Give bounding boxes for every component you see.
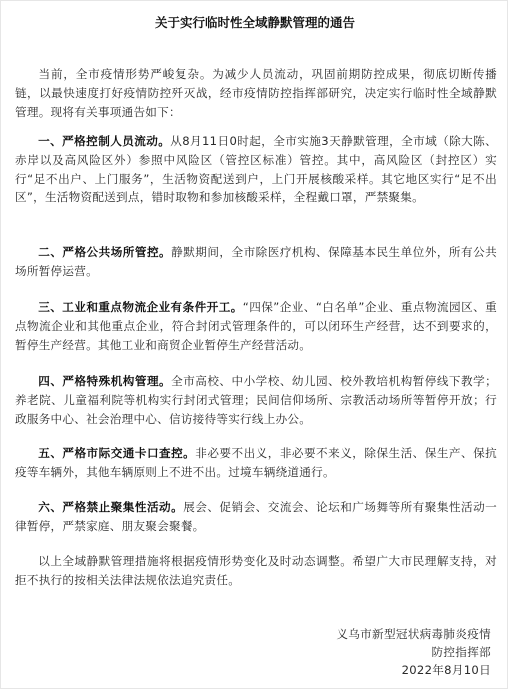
notice-title: 关于实行临时性全域静默管理的通告 <box>154 15 355 30</box>
intro-text: 当前，全市疫情形势严峻复杂。为减少人员流动，巩固前期防控成果，彻底切断传播链，以最快速度打好疫情防控歼灭战，经市疫情防控指挥部研究，决定实行临时性全域静默管理。现将有关事项通告如下： <box>15 67 497 119</box>
section-2 <box>15 243 497 281</box>
closing-text: 以上全域静默管理措施将根据疫情形势变化及时动态调整。希望广大市民理解支持，对拒不执行的按相关法律法规依法追究责任。 <box>15 554 497 587</box>
signature-date: 2022年8月10日 <box>401 663 491 677</box>
signature-organization: 义乌市新型冠状病毒肺炎疫情 <box>336 627 491 641</box>
section-1 <box>15 132 497 207</box>
section-1-heading: 一、严格控制人员流动。 <box>38 134 171 148</box>
section-1-body: 从8月11日0时起，全市实施3天静默管理，全市域（除大陈、赤岸以及高风险区外）参照中风险区（管控区标准）管控。其中，高风险区（封控区）实行“足不出户、上门服务”，生活物资配送到户，上门开展核酸采样。其它地区实行“足不出区”，生活物资配送到点，错时取物和参加核酸采样，全程戴口罩，严禁聚集。 <box>15 134 497 205</box>
section-4-heading: 四、严格特殊机构管理。 <box>38 374 172 388</box>
section-2-body: 静默期间，全市除医疗机构、保障基本民生单位外，所有公共场所暂停运营。 <box>15 245 497 278</box>
section-6-body: 展会、促销会、交流会、论坛和广场舞等所有聚集性活动一律暂停，严禁家庭、朋友聚会聚餐。 <box>15 500 497 533</box>
signature-department: 防控指挥部 <box>431 645 491 659</box>
section-3 <box>15 298 497 354</box>
section-6-heading: 六、严格禁止聚集性活动。 <box>38 500 184 514</box>
section-5 <box>15 444 497 482</box>
section-3-body: “四保”企业、“白名单”企业、重点物流园区、重点物流企业和其他重点企业，符合封闭式管理条件的，可以闭环生产经营，达不到要求的，暂停生产经营。其他工业和商贸企业暂停生产经营活动。 <box>15 300 497 352</box>
section-5-body: 非必要不出义，非必要不来义，除保生活、保生产、保抗疫等车辆外，其他车辆原则上不进不出。过境车辆绕道通行。 <box>15 446 497 479</box>
section-3-heading: 三、工业和重点物流企业有条件开工。 <box>38 300 243 314</box>
section-4 <box>15 372 497 428</box>
section-6 <box>15 498 497 536</box>
section-5-heading: 五、严格市际交通卡口查控。 <box>38 446 196 460</box>
section-4-body: 全市高校、中小学校、幼儿园、校外教培机构暂停线下教学；养老院、儿童福利院等机构实行封闭式管理；民间信仰场所、宗教活动场所等暂停开放；行政服务中心、社会治理中心、信访接待等实行线上办公。 <box>15 374 497 426</box>
section-2-heading: 二、严格公共场所管控。 <box>38 245 172 259</box>
closing-paragraph <box>15 552 497 590</box>
intro-paragraph <box>15 65 497 121</box>
